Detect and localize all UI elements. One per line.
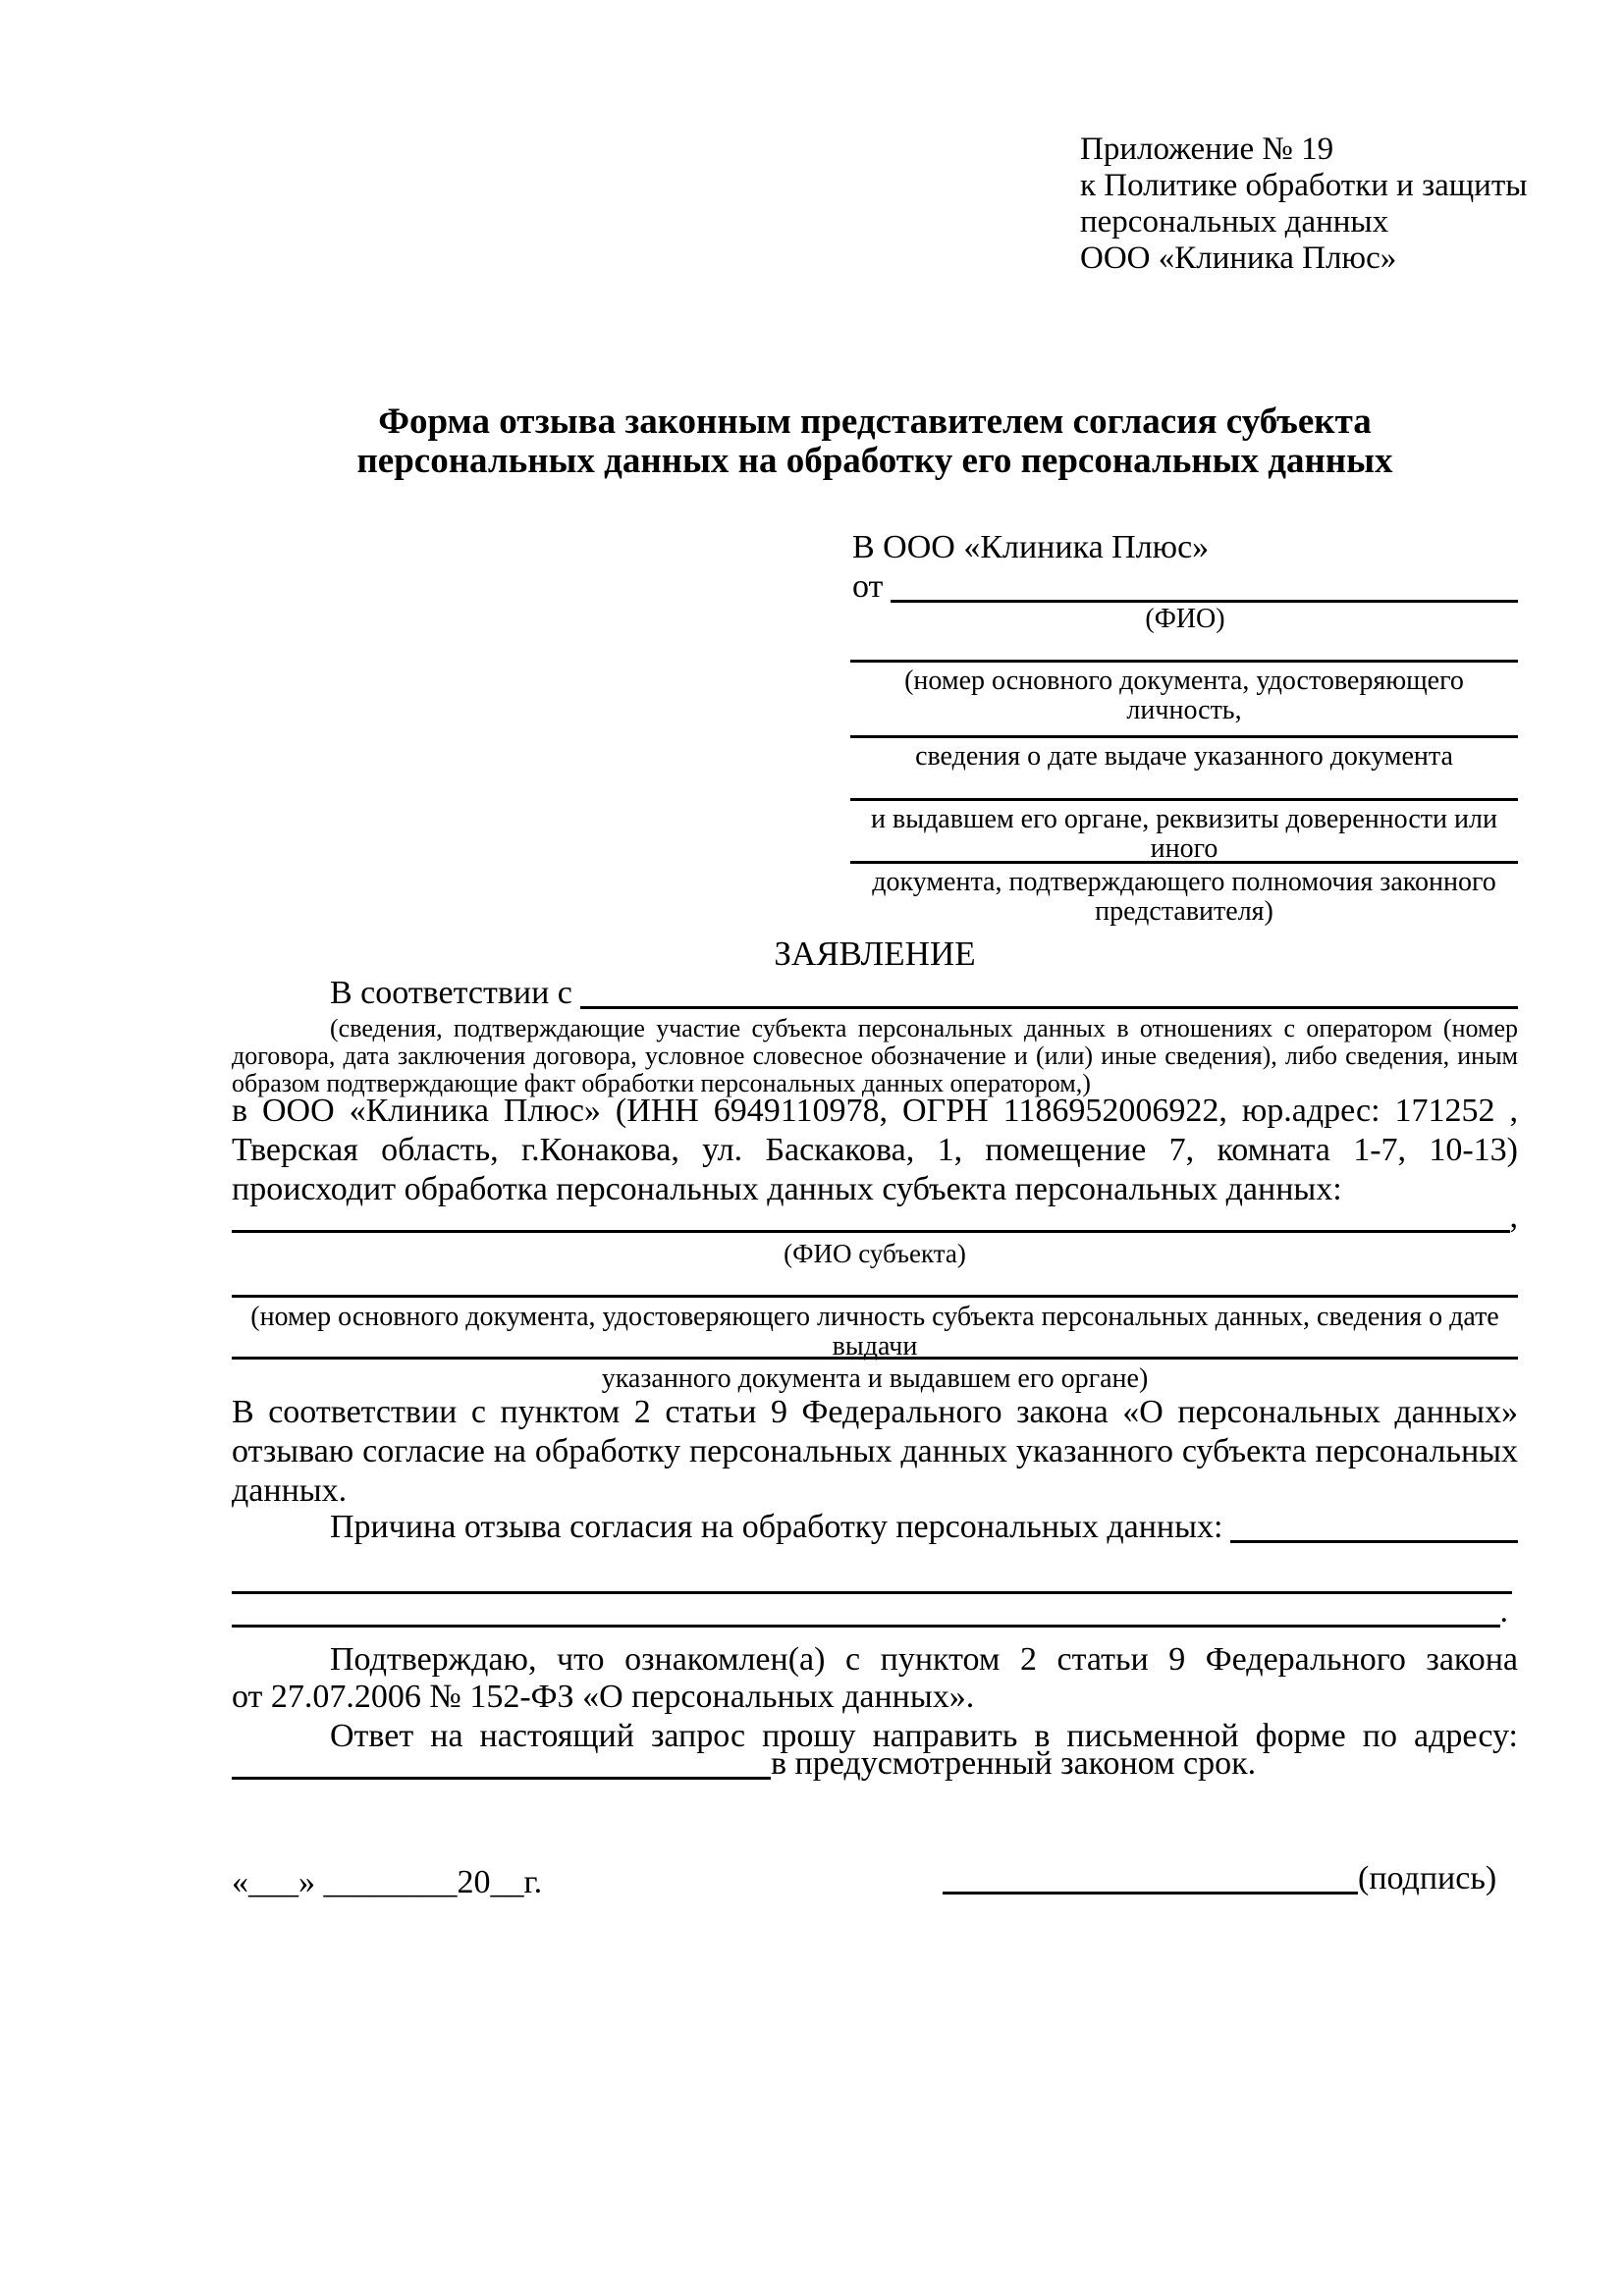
subject-fio-blank-line <box>232 1201 1510 1233</box>
annex-line-2: к Политике обработки и защиты <box>1080 168 1528 203</box>
annex-line-4: ООО «Клиника Плюс» <box>1080 240 1397 276</box>
operator-paragraph: в ООО «Клиника Плюс» (ИНН 6949110978, ОГРН 1186952006922, юр.адрес: 171252 , Тверская область, г.Конакова, ул. Баскакова, 1, помещение 7, комната 1-7, 10-13) происходит обработка персональных данных субъекта персональных данных: <box>232 1093 1518 1207</box>
doc-blank-line-1 <box>850 660 1518 663</box>
confirm-line-1: Подтверждаю, что ознакомлен(а) с пунктом 2 статьи 9 Федерального закона <box>330 1641 1518 1678</box>
subject-doc-caption-2: указанного документа и выдавшем его органе) <box>601 1363 1149 1394</box>
doc-caption-4: документа, подтверждающего полномочия законного представителя) <box>872 867 1496 927</box>
accordance-blank-line <box>580 978 1518 1009</box>
accordance-label: В соответствии с <box>330 975 572 1011</box>
accordance-row <box>232 975 1518 1011</box>
annex-line-1: Приложение № 19 <box>1080 132 1334 167</box>
doc-blank-line-4 <box>850 861 1518 864</box>
confirm-line-2: от 27.07.2006 № 152-ФЗ «О персональных данных». <box>232 1679 975 1715</box>
reply-tail: в предусмотренный законом срок. <box>771 1745 1257 1782</box>
signature-caption: (подпись) <box>1358 1860 1497 1896</box>
fio-caption: (ФИО) <box>1145 604 1225 634</box>
addressee-org: В ООО «Клиника Плюс» <box>852 529 1210 565</box>
subject-doc-blank-line-2 <box>232 1357 1518 1360</box>
subject-fio-suffix: , <box>1509 1199 1518 1235</box>
doc-caption-1: (номер основного документа, удостоверяющего личность, <box>904 666 1464 725</box>
reply-address-row <box>232 1745 1518 1782</box>
reply-line: Ответ на настоящий запрос прошу направить в письменной форме по адресу: <box>330 1718 1518 1754</box>
reason-blank-line <box>1230 1512 1518 1543</box>
statement-heading: ЗАЯВЛЕНИЕ <box>774 934 976 973</box>
paragraph-indent <box>232 978 330 1009</box>
doc-blank-line-2 <box>850 735 1518 738</box>
subject-doc-blank-line-1 <box>232 1295 1518 1298</box>
reason-blank-row-3 <box>232 1593 1508 1629</box>
signature-blank-line <box>943 1863 1358 1895</box>
reason-blank-line-2 <box>232 1591 1512 1594</box>
from-row <box>852 568 1518 605</box>
paragraph-indent <box>232 1512 330 1543</box>
doc-caption-2: сведения о дате выдаче указанного документа <box>915 741 1453 772</box>
reason-blank-line-3 <box>232 1596 1500 1628</box>
subject-fio-row <box>232 1201 1518 1233</box>
blank-line-suffix: . <box>1499 1593 1508 1629</box>
fio-blank-line <box>891 571 1518 603</box>
statement-note: (сведения, подтверждающие участие субъекта персональных данных в отношениях с оператором (номер договора, дата заключения договора, условное словесное обозначение и (или) иные сведения), либо сведения, иным образом подтверждающие факт обработки персональных данных оператором,) <box>232 1014 1518 1097</box>
title-line-1: Форма отзыва законным представителем согласия субъекта <box>378 401 1372 442</box>
annex-block <box>1080 132 1551 277</box>
document-title <box>232 402 1518 481</box>
signature-row <box>943 1860 1518 1896</box>
withdraw-paragraph: В соответствии с пунктом 2 статьи 9 Федерального закона «О персональных данных» отзываю согласие на обработку персональных данных указанного субъекта персональных данных. <box>232 1394 1518 1509</box>
subject-fio-caption: (ФИО субъекта) <box>784 1239 966 1268</box>
reason-row <box>232 1509 1518 1545</box>
reason-label: Причина отзыва согласия на обработку персональных данных: <box>330 1509 1223 1545</box>
date-line: «___» ________20__г. <box>232 1864 543 1900</box>
annex-line-3: персональных данных <box>1080 204 1389 240</box>
from-label: от <box>852 568 884 605</box>
reply-address-blank-line <box>232 1748 771 1780</box>
doc-blank-line-3 <box>850 798 1518 801</box>
doc-caption-3: и выдавшем его органе, реквизиты доверенности или иного <box>871 804 1497 864</box>
subject-doc-caption-1: (номер основного документа, удостоверяющего личность субъекта персональных данных, сведения о дате выдачи <box>250 1302 1499 1362</box>
title-line-2: персональных данных на обработку его персональных данных <box>356 441 1393 481</box>
